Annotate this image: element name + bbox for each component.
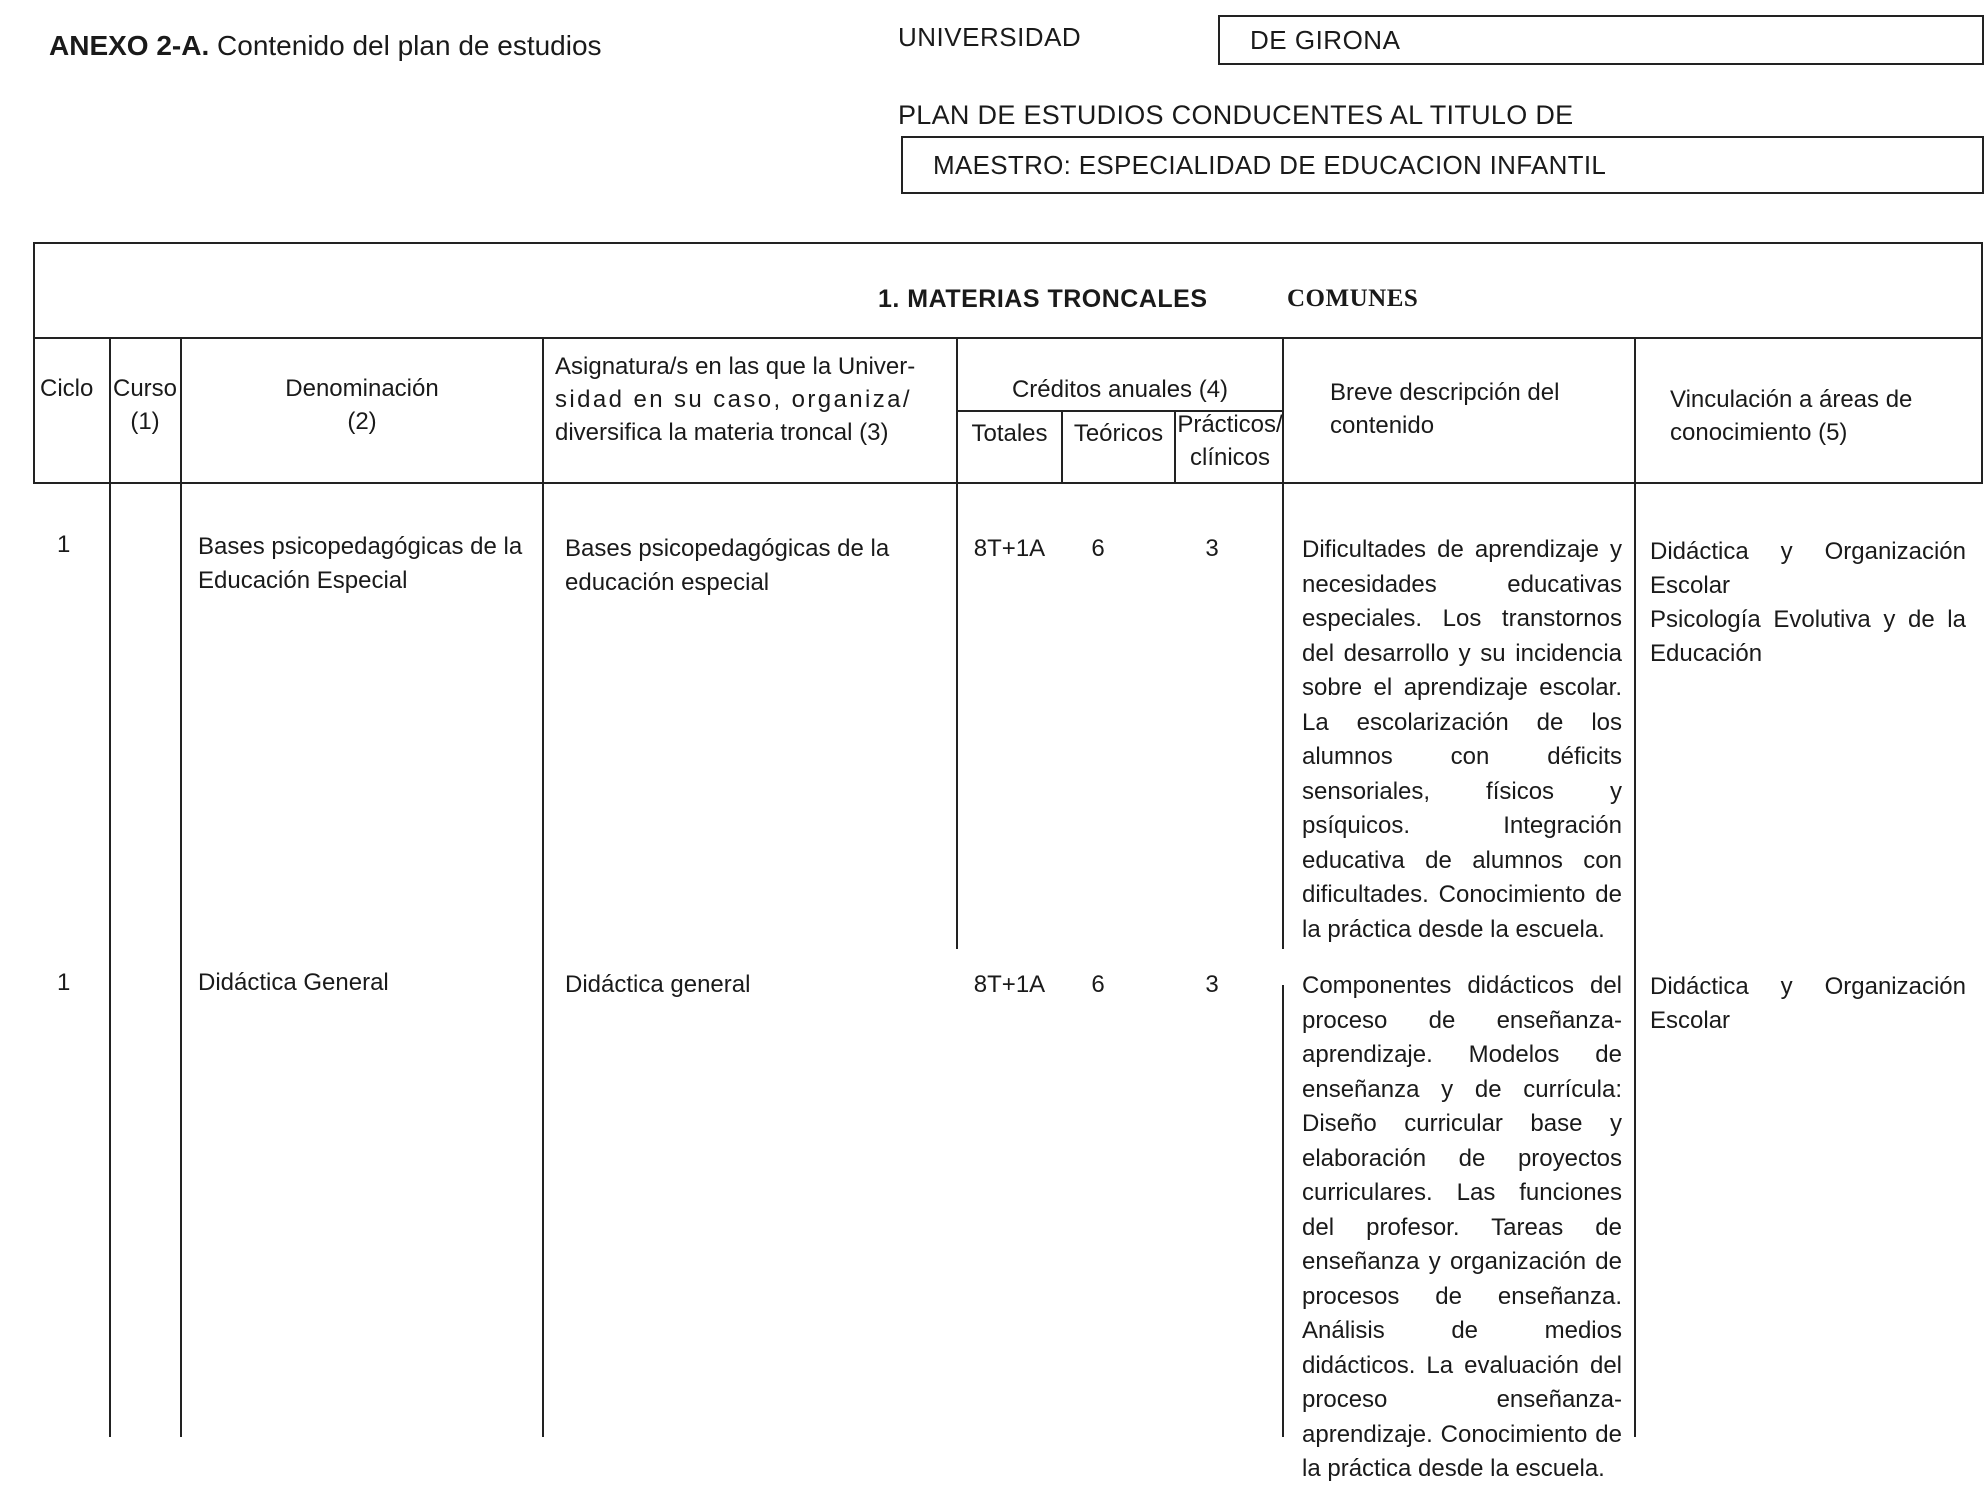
annex-label: ANEXO 2-A. xyxy=(49,30,210,61)
degree-title-value: MAESTRO: ESPECIALIDAD DE EDUCACION INFANTIL xyxy=(933,150,1607,180)
university-label: UNIVERSIDAD xyxy=(898,22,1082,52)
plan-label: PLAN DE ESTUDIOS CONDUCENTES AL TITULO DE xyxy=(898,100,1574,130)
row-ciclo: 1 xyxy=(57,969,71,996)
col-header-ciclo: Ciclo xyxy=(40,375,94,402)
col-header-curso xyxy=(108,372,182,438)
degree-title-box xyxy=(901,136,1984,194)
col-header-curso-label: Curso xyxy=(112,375,178,402)
row-asignatura: Bases psicopedagógicas de la educación especial xyxy=(565,535,890,596)
col-header-vinculacion-line1: Vinculación a áreas de xyxy=(1670,386,1913,413)
row-ciclo: 1 xyxy=(57,531,71,558)
row-vinculacion xyxy=(1650,970,1966,1038)
row-teoricos: 6 xyxy=(1091,535,1105,562)
col-header-asignatura xyxy=(555,350,935,449)
col-header-breve-line1: Breve descripción del xyxy=(1330,379,1560,406)
row-totales: 8T+1A xyxy=(973,535,1046,562)
row-vinculacion-area: Didáctica y Organización Escolar xyxy=(1650,538,1966,599)
annex-text: Contenido del plan de estudios xyxy=(217,30,602,61)
col-header-curso-note: (1) xyxy=(130,408,160,435)
row-totales: 8T+1A xyxy=(973,971,1046,998)
col-header-practicos-line2: clínicos xyxy=(1189,444,1271,471)
col-header-denominacion-label: Denominación xyxy=(285,375,439,402)
university-value: DE GIRONA xyxy=(1250,25,1401,55)
col-header-denominacion xyxy=(182,372,542,438)
row-descripcion: Dificultades de aprendizaje y necesidades educativas especiales. Los transtornos del desarrollo y su incidencia sobre el aprendizaje escolar. La escolarización de los alumnos con déficits sensoriales, físicos y psíquicos. Integración educativa de alumnos con dificultades. Conocimiento de la práctica desde la escuela. xyxy=(1302,536,1622,943)
row-denominacion: Didáctica General xyxy=(198,969,389,996)
col-header-asignatura-line1: Asignatura/s en las que la Univer- xyxy=(555,353,916,380)
row-practicos: 3 xyxy=(1205,971,1219,998)
col-header-breve-line2: contenido xyxy=(1330,412,1435,439)
col-header-vinculacion xyxy=(1670,383,1912,449)
row-vinculacion-area: Didáctica y Organización Escolar xyxy=(1650,973,1966,1034)
col-header-totales: Totales xyxy=(971,420,1048,447)
university-box xyxy=(1218,15,1984,65)
annex-heading xyxy=(49,30,602,62)
col-header-teoricos: Teóricos xyxy=(1073,420,1164,447)
row-descripcion: Componentes didácticos del proceso de enseñanza-aprendizaje. Modelos de enseñanza y de currícula: Diseño curricular base y elaboración de proyectos curriculares. Las funciones del profesor. Tareas de enseñanza y organización de procesos de enseñanza. Análisis de medios didácticos. La evaluación del proceso enseñanza-aprendizaje. Conocimiento de la práctica desde la escuela. xyxy=(1302,972,1622,1482)
section-subtitle: COMUNES xyxy=(1287,285,1419,312)
row-practicos: 3 xyxy=(1205,535,1219,562)
col-header-practicos xyxy=(1176,408,1284,474)
section-title: 1. MATERIAS TRONCALES xyxy=(878,285,1208,313)
col-header-denominacion-note: (2) xyxy=(347,408,377,435)
col-header-vinculacion-line2: conocimiento (5) xyxy=(1670,419,1848,446)
col-header-creditos: Créditos anuales (4) xyxy=(1011,376,1229,403)
row-vinculacion-area: Psicología Evolutiva y de la Educación xyxy=(1650,606,1966,667)
row-vinculacion xyxy=(1650,535,1966,671)
row-teoricos: 6 xyxy=(1091,971,1105,998)
col-header-breve xyxy=(1330,376,1559,442)
col-header-practicos-line1: Prácticos/ xyxy=(1177,411,1283,438)
col-header-asignatura-line3: diversifica la materia troncal (3) xyxy=(555,419,889,446)
row-asignatura: Didáctica general xyxy=(565,971,751,998)
col-header-asignatura-line2: sidad en su caso, organiza/ xyxy=(555,386,912,413)
row-denominacion: Bases psicopedagógicas de la Educación Especial xyxy=(198,533,523,594)
